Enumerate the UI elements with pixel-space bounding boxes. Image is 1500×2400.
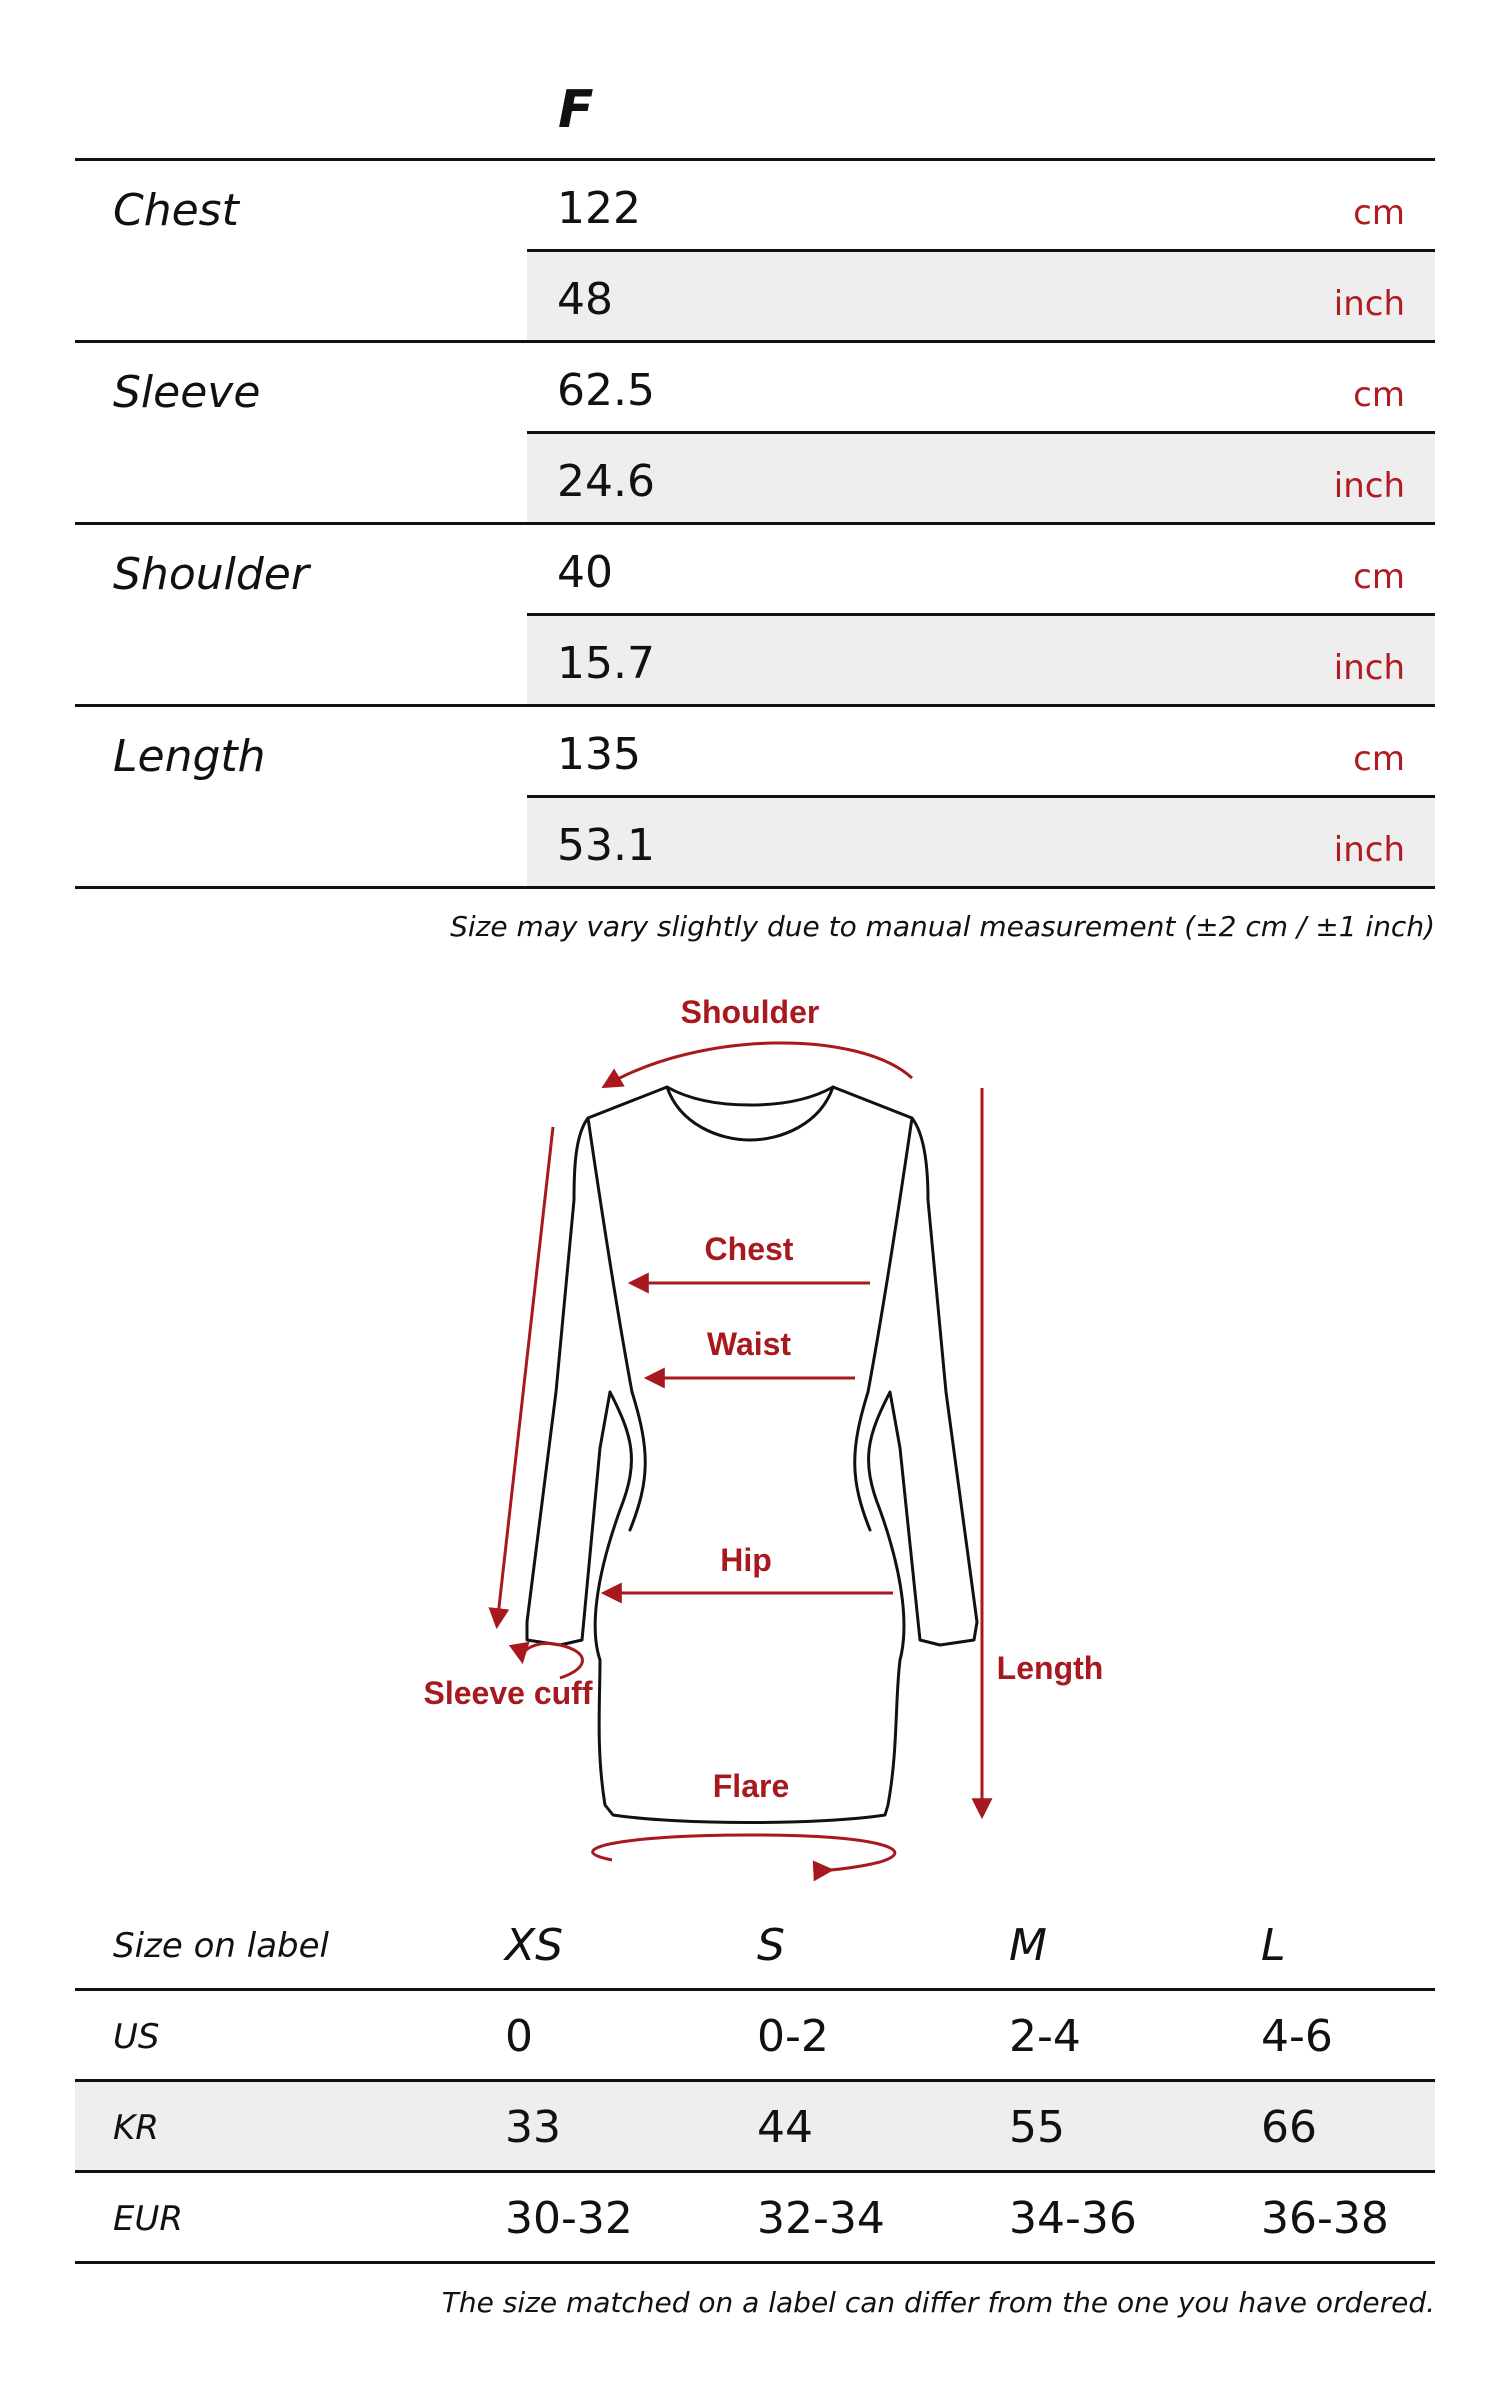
- table-bottom-rule: [75, 886, 1435, 889]
- measure-row-inch: [527, 434, 1435, 522]
- armhole-left: [588, 1118, 632, 1392]
- table-row: [75, 1991, 1435, 2079]
- dress-illustration: [0, 950, 1500, 1890]
- measurement-note: Size may vary slightly due to manual measurement (±2 cm / ±1 inch): [450, 910, 1435, 943]
- diagram-label-flare: Flare: [712, 1768, 790, 1804]
- size-cell: 44: [757, 2102, 813, 2153]
- diagram-label-length: Length: [996, 1650, 1104, 1686]
- measure-label: Length: [113, 731, 266, 782]
- diagram-label-sleeve-cuff: Sleeve cuff: [423, 1675, 593, 1711]
- unit-inch: inch: [1333, 648, 1405, 688]
- measure-label: Chest: [113, 185, 239, 236]
- dress-outline: [527, 1087, 977, 1823]
- sleeve-cuff-arrow: [522, 1643, 583, 1678]
- measure-row-inch: [527, 252, 1435, 340]
- measure-group-length: [75, 707, 1435, 889]
- measure-value: 53.1: [557, 820, 655, 871]
- size-header-row: [75, 1900, 1435, 1988]
- measure-row-inch: [527, 616, 1435, 704]
- table-row: [75, 2082, 1435, 2170]
- diagram-label-chest: Chest: [704, 1231, 794, 1267]
- measure-value: 122: [557, 183, 641, 234]
- measure-value: 135: [557, 729, 641, 780]
- size-cell: 30-32: [505, 2193, 633, 2244]
- size-col-xs: XS: [505, 1920, 564, 1971]
- measure-row-inch: [527, 798, 1435, 886]
- unit-cm: cm: [1353, 193, 1405, 233]
- neckline: [667, 1087, 833, 1105]
- size-cell: 34-36: [1009, 2193, 1137, 2244]
- measure-value: 48: [557, 274, 613, 325]
- sleeve-arrow: [497, 1127, 553, 1625]
- unit-cm: cm: [1353, 739, 1405, 779]
- size-cell: 0-2: [757, 2011, 829, 2062]
- measure-value: 62.5: [557, 365, 655, 416]
- measure-group-chest: [75, 161, 1435, 343]
- size-table-bottom-rule: [75, 2261, 1435, 2264]
- size-header: F: [558, 80, 594, 140]
- measure-row-cm: [527, 161, 1435, 249]
- table-row: [75, 2173, 1435, 2261]
- size-cell: 33: [505, 2102, 561, 2153]
- measure-row-cm: [527, 343, 1435, 431]
- measure-label: Sleeve: [113, 367, 261, 418]
- measure-group-sleeve: [75, 343, 1435, 525]
- size-cell: 4-6: [1261, 2011, 1333, 2062]
- size-col-s: S: [757, 1920, 785, 1971]
- unit-inch: inch: [1333, 284, 1405, 324]
- unit-cm: cm: [1353, 557, 1405, 597]
- unit-inch: inch: [1333, 466, 1405, 506]
- region-label: US: [113, 2017, 160, 2057]
- measure-value: 24.6: [557, 456, 655, 507]
- region-label: KR: [113, 2108, 159, 2148]
- size-cell: 36-38: [1261, 2193, 1389, 2244]
- size-header-label: Size on label: [113, 1926, 329, 1966]
- size-cell: 0: [505, 2011, 533, 2062]
- shoulder-arrow: [605, 1043, 912, 1086]
- measure-row-cm: [527, 525, 1435, 613]
- size-col-l: L: [1261, 1920, 1286, 1971]
- flare-arrow: [593, 1835, 895, 1871]
- size-cell: 66: [1261, 2102, 1317, 2153]
- unit-inch: inch: [1333, 830, 1405, 870]
- region-label: EUR: [113, 2199, 183, 2239]
- measure-group-shoulder: [75, 525, 1435, 707]
- size-cell: 32-34: [757, 2193, 885, 2244]
- dress-diagram: [0, 950, 1500, 1890]
- size-table-note: The size matched on a label can differ from the one you have ordered.: [441, 2286, 1435, 2319]
- measure-label: Shoulder: [113, 549, 309, 600]
- measure-value: 15.7: [557, 638, 655, 689]
- size-col-m: M: [1009, 1920, 1047, 1971]
- measure-row-cm: [527, 707, 1435, 795]
- size-cell: 55: [1009, 2102, 1065, 2153]
- unit-cm: cm: [1353, 375, 1405, 415]
- diagram-label-hip: Hip: [720, 1542, 772, 1578]
- measure-value: 40: [557, 547, 613, 598]
- size-cell: 2-4: [1009, 2011, 1081, 2062]
- diagram-label-waist: Waist: [706, 1326, 792, 1362]
- diagram-label-shoulder: Shoulder: [680, 994, 820, 1030]
- armhole-right: [868, 1118, 912, 1392]
